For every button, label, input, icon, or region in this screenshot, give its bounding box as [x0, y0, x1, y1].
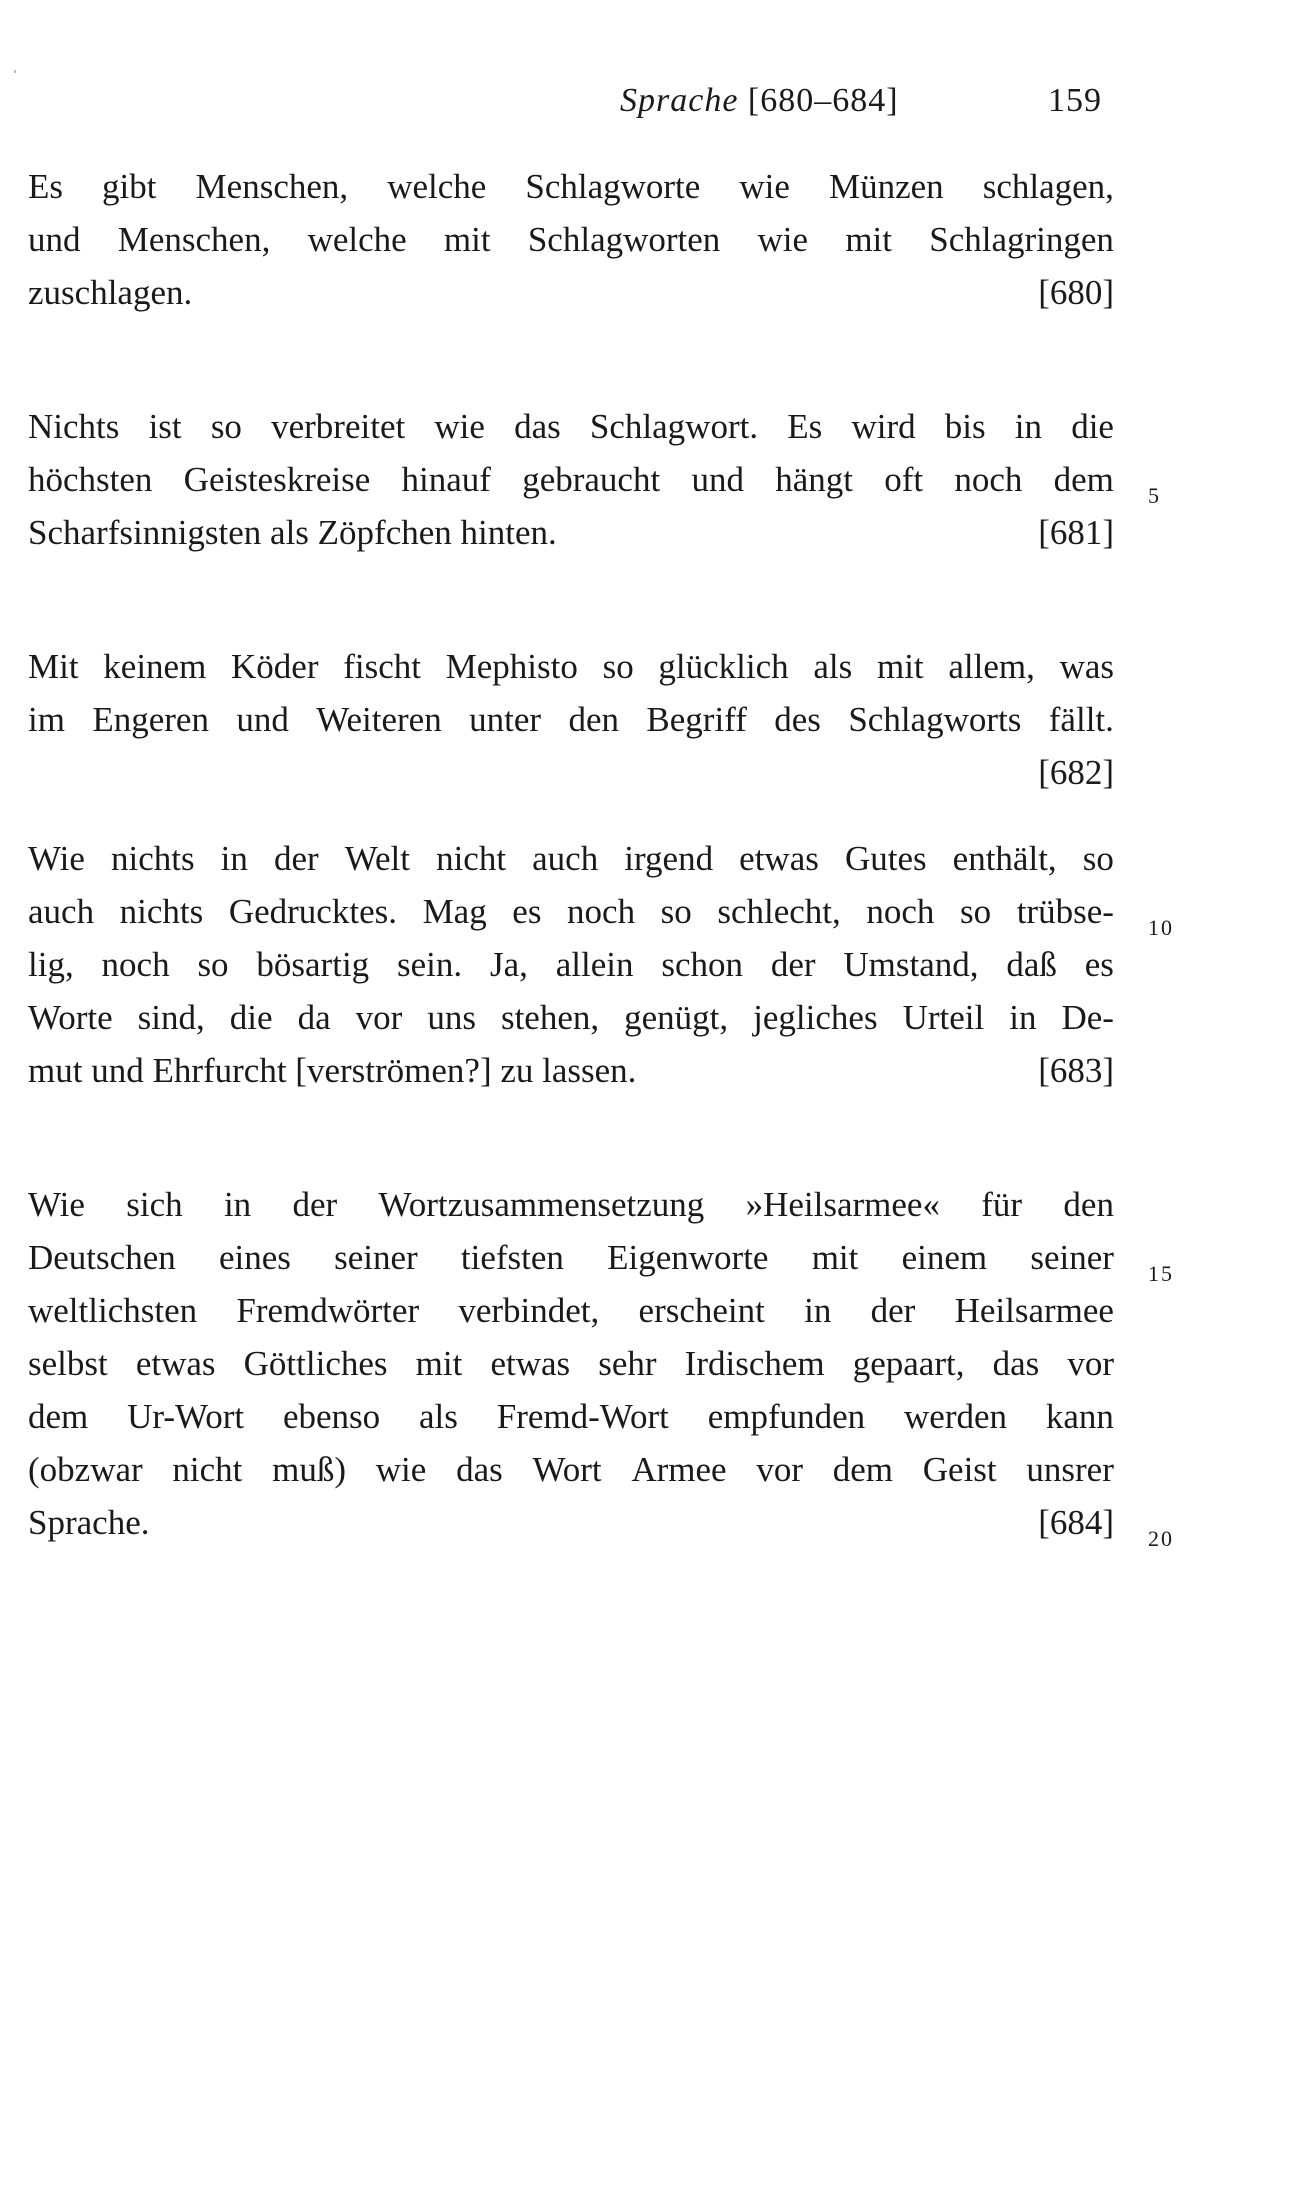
- text-line: [28, 1231, 1114, 1284]
- word: Nichts: [28, 407, 120, 446]
- word: in: [223, 1185, 252, 1224]
- word: das: [456, 1450, 503, 1489]
- word: dem: [1053, 460, 1114, 499]
- word: wie: [375, 1450, 427, 1489]
- word: Schlagworts: [848, 700, 1022, 739]
- aphorism-682: [28, 640, 1114, 799]
- word: nicht: [436, 839, 507, 878]
- word: Menschen,: [117, 220, 271, 259]
- word: verbreitet: [271, 407, 406, 446]
- word: der: [292, 1185, 338, 1224]
- word: Deutschen: [28, 1238, 176, 1277]
- word: in: [220, 839, 248, 878]
- word: Gutes: [844, 839, 927, 878]
- word: Begriff: [646, 700, 747, 739]
- word: Köder: [231, 647, 319, 686]
- word: keinem: [103, 647, 207, 686]
- word: gebraucht: [522, 460, 661, 499]
- aphorism-684: [28, 1178, 1114, 1549]
- word: wie: [434, 407, 485, 446]
- word: mit: [845, 220, 892, 259]
- word: sich: [126, 1185, 183, 1224]
- text-line: [28, 160, 1114, 213]
- text-line: [28, 1284, 1114, 1337]
- word: als: [813, 647, 853, 686]
- word: so: [960, 892, 992, 931]
- word: eines: [218, 1238, 291, 1277]
- word: für: [981, 1185, 1023, 1224]
- word: noch: [101, 945, 170, 984]
- text-line: [28, 1337, 1114, 1390]
- word: den: [568, 700, 620, 739]
- word: muß): [272, 1450, 347, 1489]
- word: jegliches: [753, 998, 878, 1037]
- word: Mit: [28, 647, 79, 686]
- margin-line-number: 10: [1148, 915, 1174, 940]
- word: Geist: [922, 1450, 997, 1489]
- word: dem: [28, 1397, 89, 1436]
- word: fällt.: [1048, 700, 1114, 739]
- word: fischt: [343, 647, 421, 686]
- word: noch: [954, 460, 1023, 499]
- word: schlagen,: [982, 167, 1114, 206]
- word: Es: [28, 167, 63, 206]
- word: bis: [944, 407, 986, 446]
- aphorism-number: [680]: [1038, 273, 1114, 312]
- word: das: [514, 407, 561, 446]
- margin-line-number: 15: [1148, 1261, 1174, 1286]
- text-line: [28, 938, 1114, 991]
- text-line: [28, 266, 1114, 319]
- word: erscheint: [638, 1291, 765, 1330]
- word: die: [229, 998, 273, 1037]
- text-line: [28, 1496, 1114, 1549]
- word: etwas: [135, 1344, 216, 1383]
- word: daß: [1006, 945, 1057, 984]
- word: sehr: [598, 1344, 657, 1383]
- word: Münzen: [828, 167, 944, 206]
- word: ebenso: [282, 1397, 381, 1436]
- word: nichts: [110, 839, 195, 878]
- line-text: mut und Ehrfurcht [verströmen?] zu lassen.: [28, 1051, 637, 1090]
- text-line: [28, 213, 1114, 266]
- word: ist: [148, 407, 182, 446]
- word: schlecht,: [717, 892, 841, 931]
- word: wie: [739, 167, 790, 206]
- word: kann: [1045, 1397, 1114, 1436]
- word: wird: [851, 407, 916, 446]
- word: hinauf: [401, 460, 491, 499]
- word: Ja,: [490, 945, 528, 984]
- word: Mephisto: [445, 647, 578, 686]
- word: noch: [567, 892, 636, 931]
- word: Irdischem: [684, 1344, 825, 1383]
- word: vor: [756, 1450, 803, 1489]
- word: Urteil: [902, 998, 985, 1037]
- word: etwas: [490, 1344, 571, 1383]
- running-head-range: [680–684]: [747, 82, 899, 119]
- aphorism-number: [681]: [1038, 513, 1114, 552]
- text-line: [28, 693, 1114, 746]
- word: welche: [387, 167, 487, 206]
- word: wie: [757, 220, 809, 259]
- running-head-title: Sprache: [620, 82, 739, 119]
- aphorism-680: [28, 160, 1114, 319]
- word: oft: [884, 460, 924, 499]
- word: allem,: [948, 647, 1035, 686]
- word: Engeren: [92, 700, 209, 739]
- text-line: [28, 832, 1114, 885]
- word: Ur-Wort: [127, 1397, 245, 1436]
- word: werden: [904, 1397, 1008, 1436]
- text-line: [28, 885, 1114, 938]
- word: es: [512, 892, 542, 931]
- word: gibt: [102, 167, 157, 206]
- word: gepaart,: [852, 1344, 965, 1383]
- word: stehen,: [500, 998, 600, 1037]
- word: Wortzusammensetzung: [378, 1185, 705, 1224]
- word: mit: [443, 220, 491, 259]
- word: einem: [901, 1238, 988, 1277]
- word: Gedrucktes.: [228, 892, 397, 931]
- word: tiefsten: [460, 1238, 564, 1277]
- word: so: [602, 647, 634, 686]
- word: etwas: [739, 839, 819, 878]
- word: da: [297, 998, 331, 1037]
- word: Schlagwort.: [589, 407, 759, 446]
- word: Fremd-Wort: [496, 1397, 669, 1436]
- word: vor: [355, 998, 403, 1037]
- word: auch: [28, 892, 95, 931]
- word: Es: [787, 407, 823, 446]
- aphorism-number: [682]: [1038, 753, 1114, 792]
- word: mit: [415, 1344, 463, 1383]
- word: sein.: [397, 945, 463, 984]
- word: im: [28, 700, 65, 739]
- word: »Heilsarmee«: [745, 1185, 940, 1224]
- word: in: [1014, 407, 1043, 446]
- word: trübse-: [1016, 892, 1114, 931]
- word: Schlagworten: [527, 220, 721, 259]
- word: und: [691, 460, 744, 499]
- word: lig,: [28, 945, 74, 984]
- word: der: [870, 1291, 916, 1330]
- word: schon: [661, 945, 743, 984]
- word: De-: [1061, 998, 1114, 1037]
- word: der: [770, 945, 816, 984]
- word: selbst: [28, 1344, 108, 1383]
- word: seiner: [1030, 1238, 1114, 1277]
- word: Worte: [28, 998, 113, 1037]
- word: Göttliches: [243, 1344, 388, 1383]
- word: weltlichsten: [28, 1291, 198, 1330]
- word: sind,: [137, 998, 205, 1037]
- word: Geisteskreise: [183, 460, 371, 499]
- line-text: Scharfsinnigsten als Zöpfchen hinten.: [28, 513, 557, 552]
- word: als: [419, 1397, 458, 1436]
- word: Wie: [28, 1185, 85, 1224]
- word: so: [197, 945, 229, 984]
- word: das: [992, 1344, 1040, 1383]
- word: so: [1082, 839, 1114, 878]
- word: Wie: [28, 839, 85, 878]
- word: uns: [427, 998, 476, 1037]
- text-line: [28, 1044, 1114, 1097]
- word: dem: [832, 1450, 894, 1489]
- word: Wort: [532, 1450, 602, 1489]
- word: höchsten: [28, 460, 153, 499]
- word: bösartig: [256, 945, 370, 984]
- text-line: [28, 640, 1114, 693]
- margin-line-number: 5: [1148, 483, 1161, 508]
- text-line: [28, 453, 1114, 506]
- margin-line-number: 20: [1148, 1526, 1174, 1551]
- word: nicht: [172, 1450, 243, 1489]
- aphorism-number: [684]: [1038, 1503, 1114, 1542]
- word: was: [1059, 647, 1114, 686]
- word: und: [28, 220, 81, 259]
- aphorism-681: [28, 400, 1114, 559]
- word: Fremdwörter: [236, 1291, 420, 1330]
- word: allein: [555, 945, 634, 984]
- word: hängt: [775, 460, 853, 499]
- word: der: [273, 839, 319, 878]
- word: (obzwar: [28, 1450, 143, 1489]
- word: enthält,: [952, 839, 1057, 878]
- word: mit: [876, 647, 924, 686]
- text-line: [28, 400, 1114, 453]
- line-text: Sprache.: [28, 1503, 150, 1542]
- paper-speck: [14, 70, 16, 73]
- word: irgend: [624, 839, 714, 878]
- word: genügt,: [624, 998, 729, 1037]
- word: glücklich: [658, 647, 789, 686]
- word: seiner: [334, 1238, 418, 1277]
- page-number: 159: [1048, 82, 1102, 119]
- word: den: [1063, 1185, 1114, 1224]
- word: unsrer: [1026, 1450, 1114, 1489]
- word: die: [1071, 407, 1114, 446]
- word: Umstand,: [843, 945, 979, 984]
- word: welche: [307, 220, 407, 259]
- word: Menschen,: [195, 167, 349, 206]
- word: Armee: [631, 1450, 727, 1489]
- word: Welt: [344, 839, 410, 878]
- word: noch: [866, 892, 935, 931]
- aphorism-683: [28, 832, 1114, 1097]
- word: und: [236, 700, 289, 739]
- word: es: [1084, 945, 1114, 984]
- aphorism-number: [683]: [1038, 1051, 1114, 1090]
- text-line: [28, 1443, 1114, 1496]
- word: in: [1009, 998, 1037, 1037]
- text-line: [28, 506, 1114, 559]
- word: Weiteren: [316, 700, 442, 739]
- word: Heilsarmee: [954, 1291, 1114, 1330]
- word: vor: [1067, 1344, 1114, 1383]
- word: Mag: [422, 892, 487, 931]
- word: unter: [469, 700, 542, 739]
- word: in: [804, 1291, 832, 1330]
- word: so: [210, 407, 242, 446]
- word: nichts: [119, 892, 204, 931]
- word: Schlagworte: [525, 167, 701, 206]
- word: Schlagringen: [929, 220, 1114, 259]
- word: mit: [811, 1238, 859, 1277]
- word: des: [774, 700, 821, 739]
- running-head: [620, 76, 1120, 126]
- line-text: zuschlagen.: [28, 273, 193, 312]
- word: so: [660, 892, 692, 931]
- word: verbindet,: [458, 1291, 600, 1330]
- word: empfunden: [707, 1397, 866, 1436]
- text-line: [28, 1178, 1114, 1231]
- word: auch: [532, 839, 599, 878]
- text-line: [28, 1390, 1114, 1443]
- word: Eigenworte: [607, 1238, 769, 1277]
- text-line: [28, 991, 1114, 1044]
